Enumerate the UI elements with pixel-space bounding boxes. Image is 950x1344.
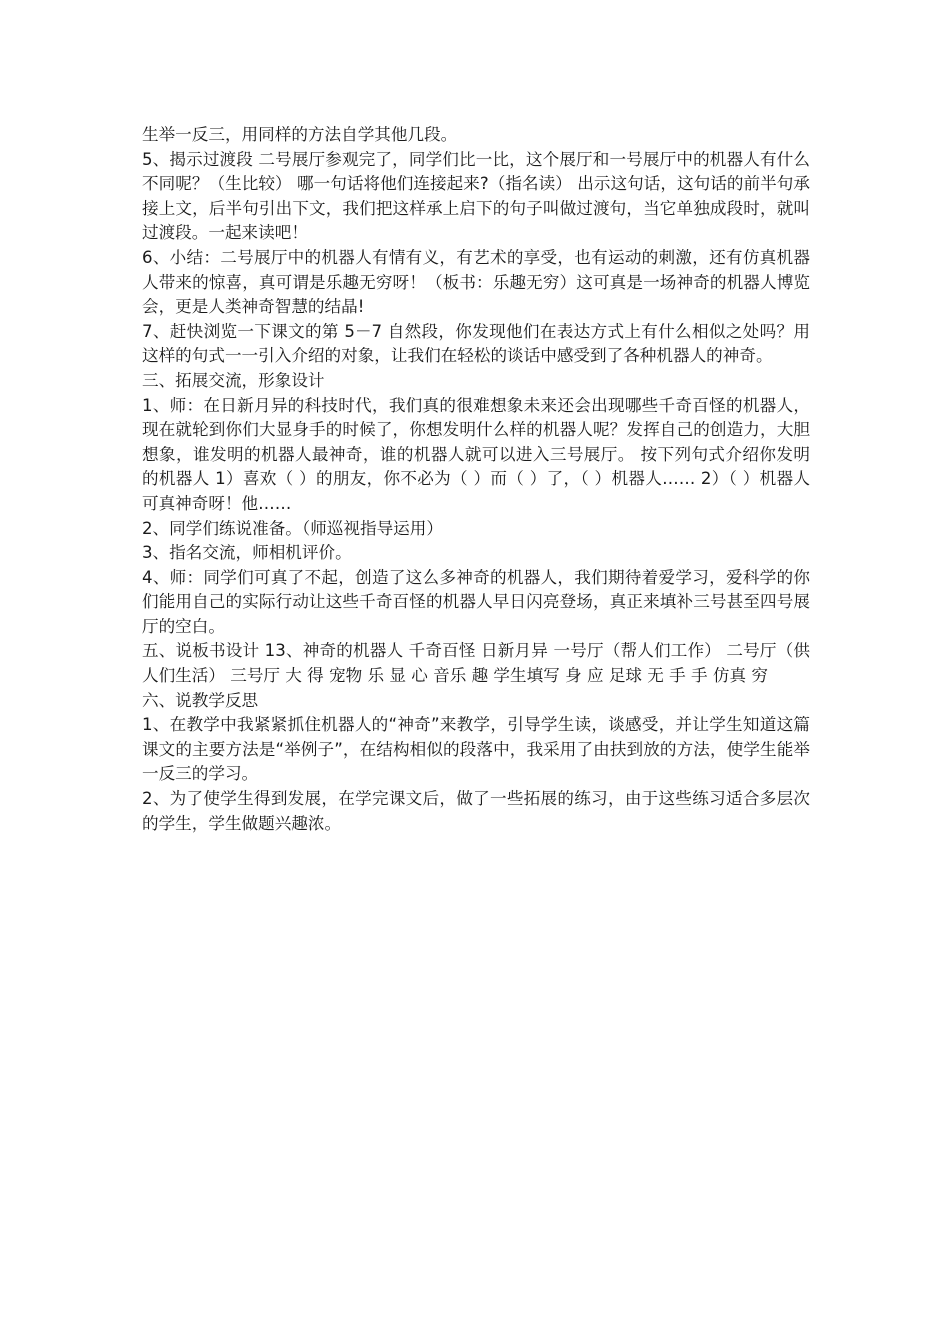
paragraph-teacher-praise: 4、师：同学们可真了不起，创造了这么多神奇的机器人，我们期待着爱学习，爱科学的你们能用自己的实际行动让这些千奇百怪的机器人早日闪亮登场，真正来填补三号甚至四号展厅的空白。 — [142, 567, 810, 636]
paragraph-exchange: 3、指名交流，师相机评价。 — [142, 543, 352, 563]
paragraph-reflection-2: 2、为了使学生得到发展，在学完课文后，做了一些拓展的练习，由于这些练习适合多层次的学生，学生做题兴趣浓。 — [142, 789, 810, 833]
paragraph-browse: 7、赶快浏览一下课文的第 5－7 自然段，你发现他们在表达方式上有什么相似之处吗？用这样的句式一一引入介绍的对象，让我们在轻松的谈话中感受到了各种机器人的神奇。 — [142, 321, 810, 366]
paragraph-transition: 5、揭示过渡段 二号展厅参观完了，同学们比一比，这个展厅和一号展厅中的机器人有什么不同呢？（生比较） 哪一句话将他们连接起来?（指名读） 出示这句话，这句话的前半句承接上文，后半句引出下文，我们把这样承上启下的句子叫做过渡句，当它单独成段时，就叫过渡段。一起来读吧！ — [142, 149, 810, 243]
section-board-design: 五、说板书设计 13、神奇的机器人 千奇百怪 日新月异 一号厅（帮人们工作） 二号厅（供人们生活） 三号厅 大 得 宠物 乐 显 心 音乐 趣 学生填写 身 应 足球 无 手 手 仿真 穷 — [142, 641, 810, 686]
section-heading-extension: 三、拓展交流，形象设计 — [142, 370, 325, 390]
paragraph-practice: 2、同学们练说准备。（师巡视指导运用） — [142, 518, 443, 538]
document-body — [142, 123, 810, 836]
paragraph-reflection-1: 1、在教学中我紧紧抓住机器人的“神奇”来教学，引导学生读，谈感受，并让学生知道这篇课文的主要方法是“举例子”，在结构相似的段落中，我采用了由扶到放的方法，使学生能举一反三的学习。 — [142, 715, 810, 784]
paragraph-self-study: 生举一反三，用同样的方法自学其他几段。 — [142, 125, 458, 144]
paragraph-teacher-invention: 1、师：在日新月异的科技时代，我们真的很难想象未来还会出现哪些千奇百怪的机器人，现在就轮到你们大显身手的时候了，你想发明什么样的机器人呢？发挥自己的创造力，大胆想象，谁发明的机器人最神奇，谁的机器人就可以进入三号展厅。 按下列句式介绍你发明的机器人 1）喜欢（ ）的朋友，你不必为（ ）而（ ）了，（ ）机器人…… 2）（ ）机器人可真神奇呀！他…… — [142, 395, 810, 513]
section-heading-reflection: 六、说教学反思 — [142, 690, 259, 710]
paragraph-summary: 6、小结：二号展厅中的机器人有情有义，有艺术的享受，也有运动的刺激，还有仿真机器人带来的惊喜，真可谓是乐趣无穷呀！（板书：乐趣无穷）这可真是一场神奇的机器人博览会，更是人类神奇智慧的结晶! — [142, 247, 810, 317]
